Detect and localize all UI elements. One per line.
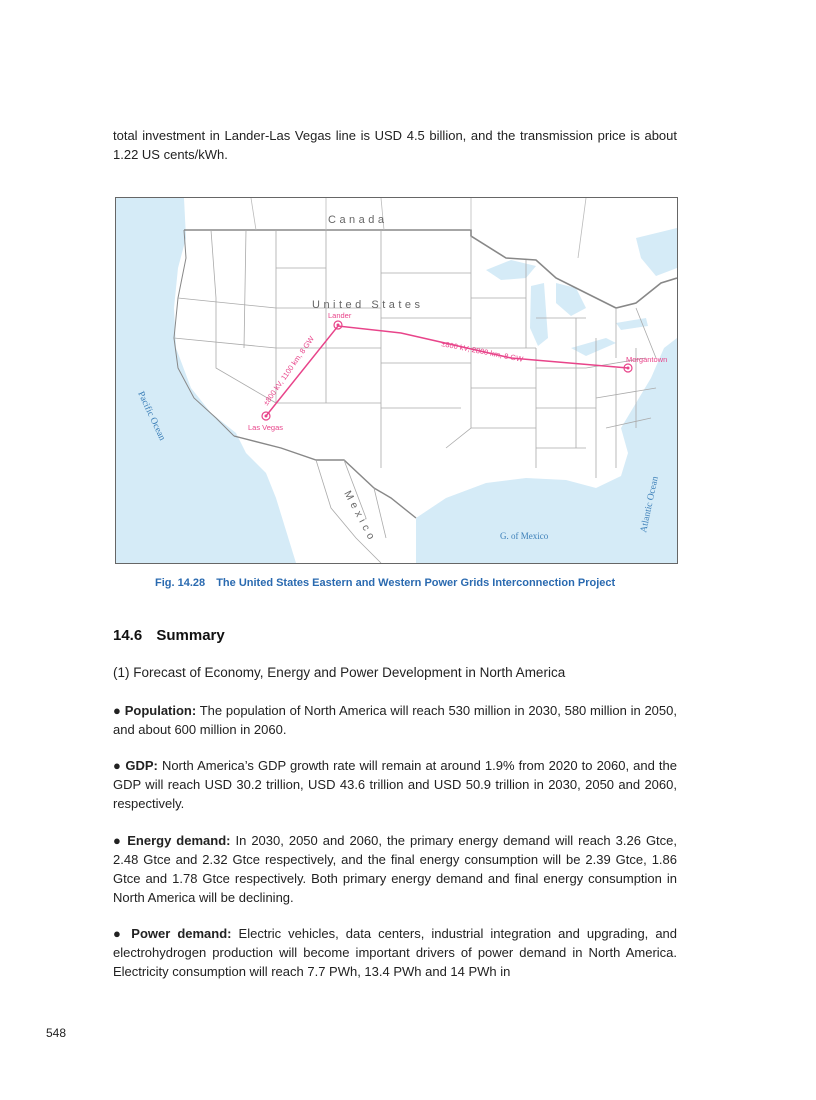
lake-erie	[571, 338, 616, 356]
bullet-label: Population:	[124, 703, 197, 718]
bullet-mark: ●	[113, 703, 125, 718]
bullet-mark: ●	[113, 758, 126, 773]
lake-superior	[486, 260, 536, 280]
lake-ontario	[616, 318, 648, 330]
power-grid-map	[115, 197, 678, 564]
canada-us-border	[184, 230, 677, 308]
canada-label: Canada	[328, 214, 388, 226]
bullet-text: Electric vehicles, data centers, industrial integration and upgrading, and electrohydrogen production will become important drivers of power demand in North America. Electricity consumption will reach 7.7 PWh, 13.4 PWh and 14 PWh in	[113, 926, 678, 979]
bullet-text: The population of North America will reach 530 million in 2030, 580 million in 2050, and about 600 million in 2060.	[113, 703, 677, 737]
us-label: United States	[312, 299, 424, 311]
page-number: 548	[46, 1026, 67, 1040]
section-number: 14.6	[113, 627, 143, 644]
lander-marker-dot	[337, 324, 340, 327]
lake-huron	[556, 283, 586, 316]
section-title: Summary	[156, 627, 225, 644]
subheading: (1) Forecast of Economy, Energy and Power Development in North America	[113, 665, 566, 680]
figure-number: Fig. 14.28	[155, 577, 206, 589]
bullet-label: Power demand:	[131, 926, 232, 941]
lasvegas-label: Las Vegas	[248, 423, 284, 432]
lake-michigan	[530, 283, 548, 346]
st-lawrence-water	[636, 228, 677, 276]
bullet-mark: ●	[113, 926, 132, 941]
morgantown-marker-dot	[627, 367, 630, 370]
lasvegas-marker-dot	[265, 415, 268, 418]
figure-caption	[155, 577, 615, 589]
bullet-population	[113, 701, 677, 739]
pacific-water	[116, 198, 296, 563]
gulf-atlantic-water	[416, 338, 677, 563]
lander-label: Lander	[328, 311, 352, 320]
east-line-label: ±800 kV, 2800 km, 8 GW	[440, 339, 524, 364]
mexico-label: Mexico	[341, 488, 379, 545]
bullet-text: North America’s GDP growth rate will remain at around 1.9% from 2020 to 2060, and the GDP will reach USD 30.2 trillion, USD 43.6 trillion and USD 50.9 trillion in 2030, 2050 and 2060, respectively.	[113, 758, 677, 811]
morgantown-label: Morgantown	[626, 355, 668, 364]
atlantic-label: Atlantic Ocean	[639, 475, 661, 534]
west-line-label: ±800 kV, 1100 km, 8 GW	[261, 334, 316, 408]
intro-paragraph: total investment in Lander-Las Vegas line is USD 4.5 billion, and the transmission price is about 1.22 US cents/kWh.	[113, 128, 677, 162]
bullet-label: Energy demand:	[127, 833, 231, 848]
bullet-gdp	[113, 756, 677, 813]
map-svg	[116, 198, 677, 563]
section-heading	[113, 627, 225, 644]
bullet-mark: ●	[113, 833, 128, 848]
bullet-energy-demand	[113, 831, 677, 907]
bullet-power-demand	[113, 924, 677, 981]
canada-province-lines	[251, 198, 586, 258]
bullet-text: In 2030, 2050 and 2060, the primary energy demand will reach 3.26 Gtce, 2.48 Gtce and 2.32 Gtce respectively, and the final energy consumption will be 2.39 Gtce, 1.86 Gtce and 1.78 Gtce respectively. Both primary energy demand and final energy consumption in North America will be declining.	[113, 833, 678, 905]
gulf-label: G. of Mexico	[500, 531, 549, 541]
bullet-label: GDP:	[125, 758, 158, 773]
figure-title: The United States Eastern and Western Power Grids Interconnection Project	[216, 577, 616, 589]
pacific-label: Pacific Ocean	[135, 390, 167, 443]
